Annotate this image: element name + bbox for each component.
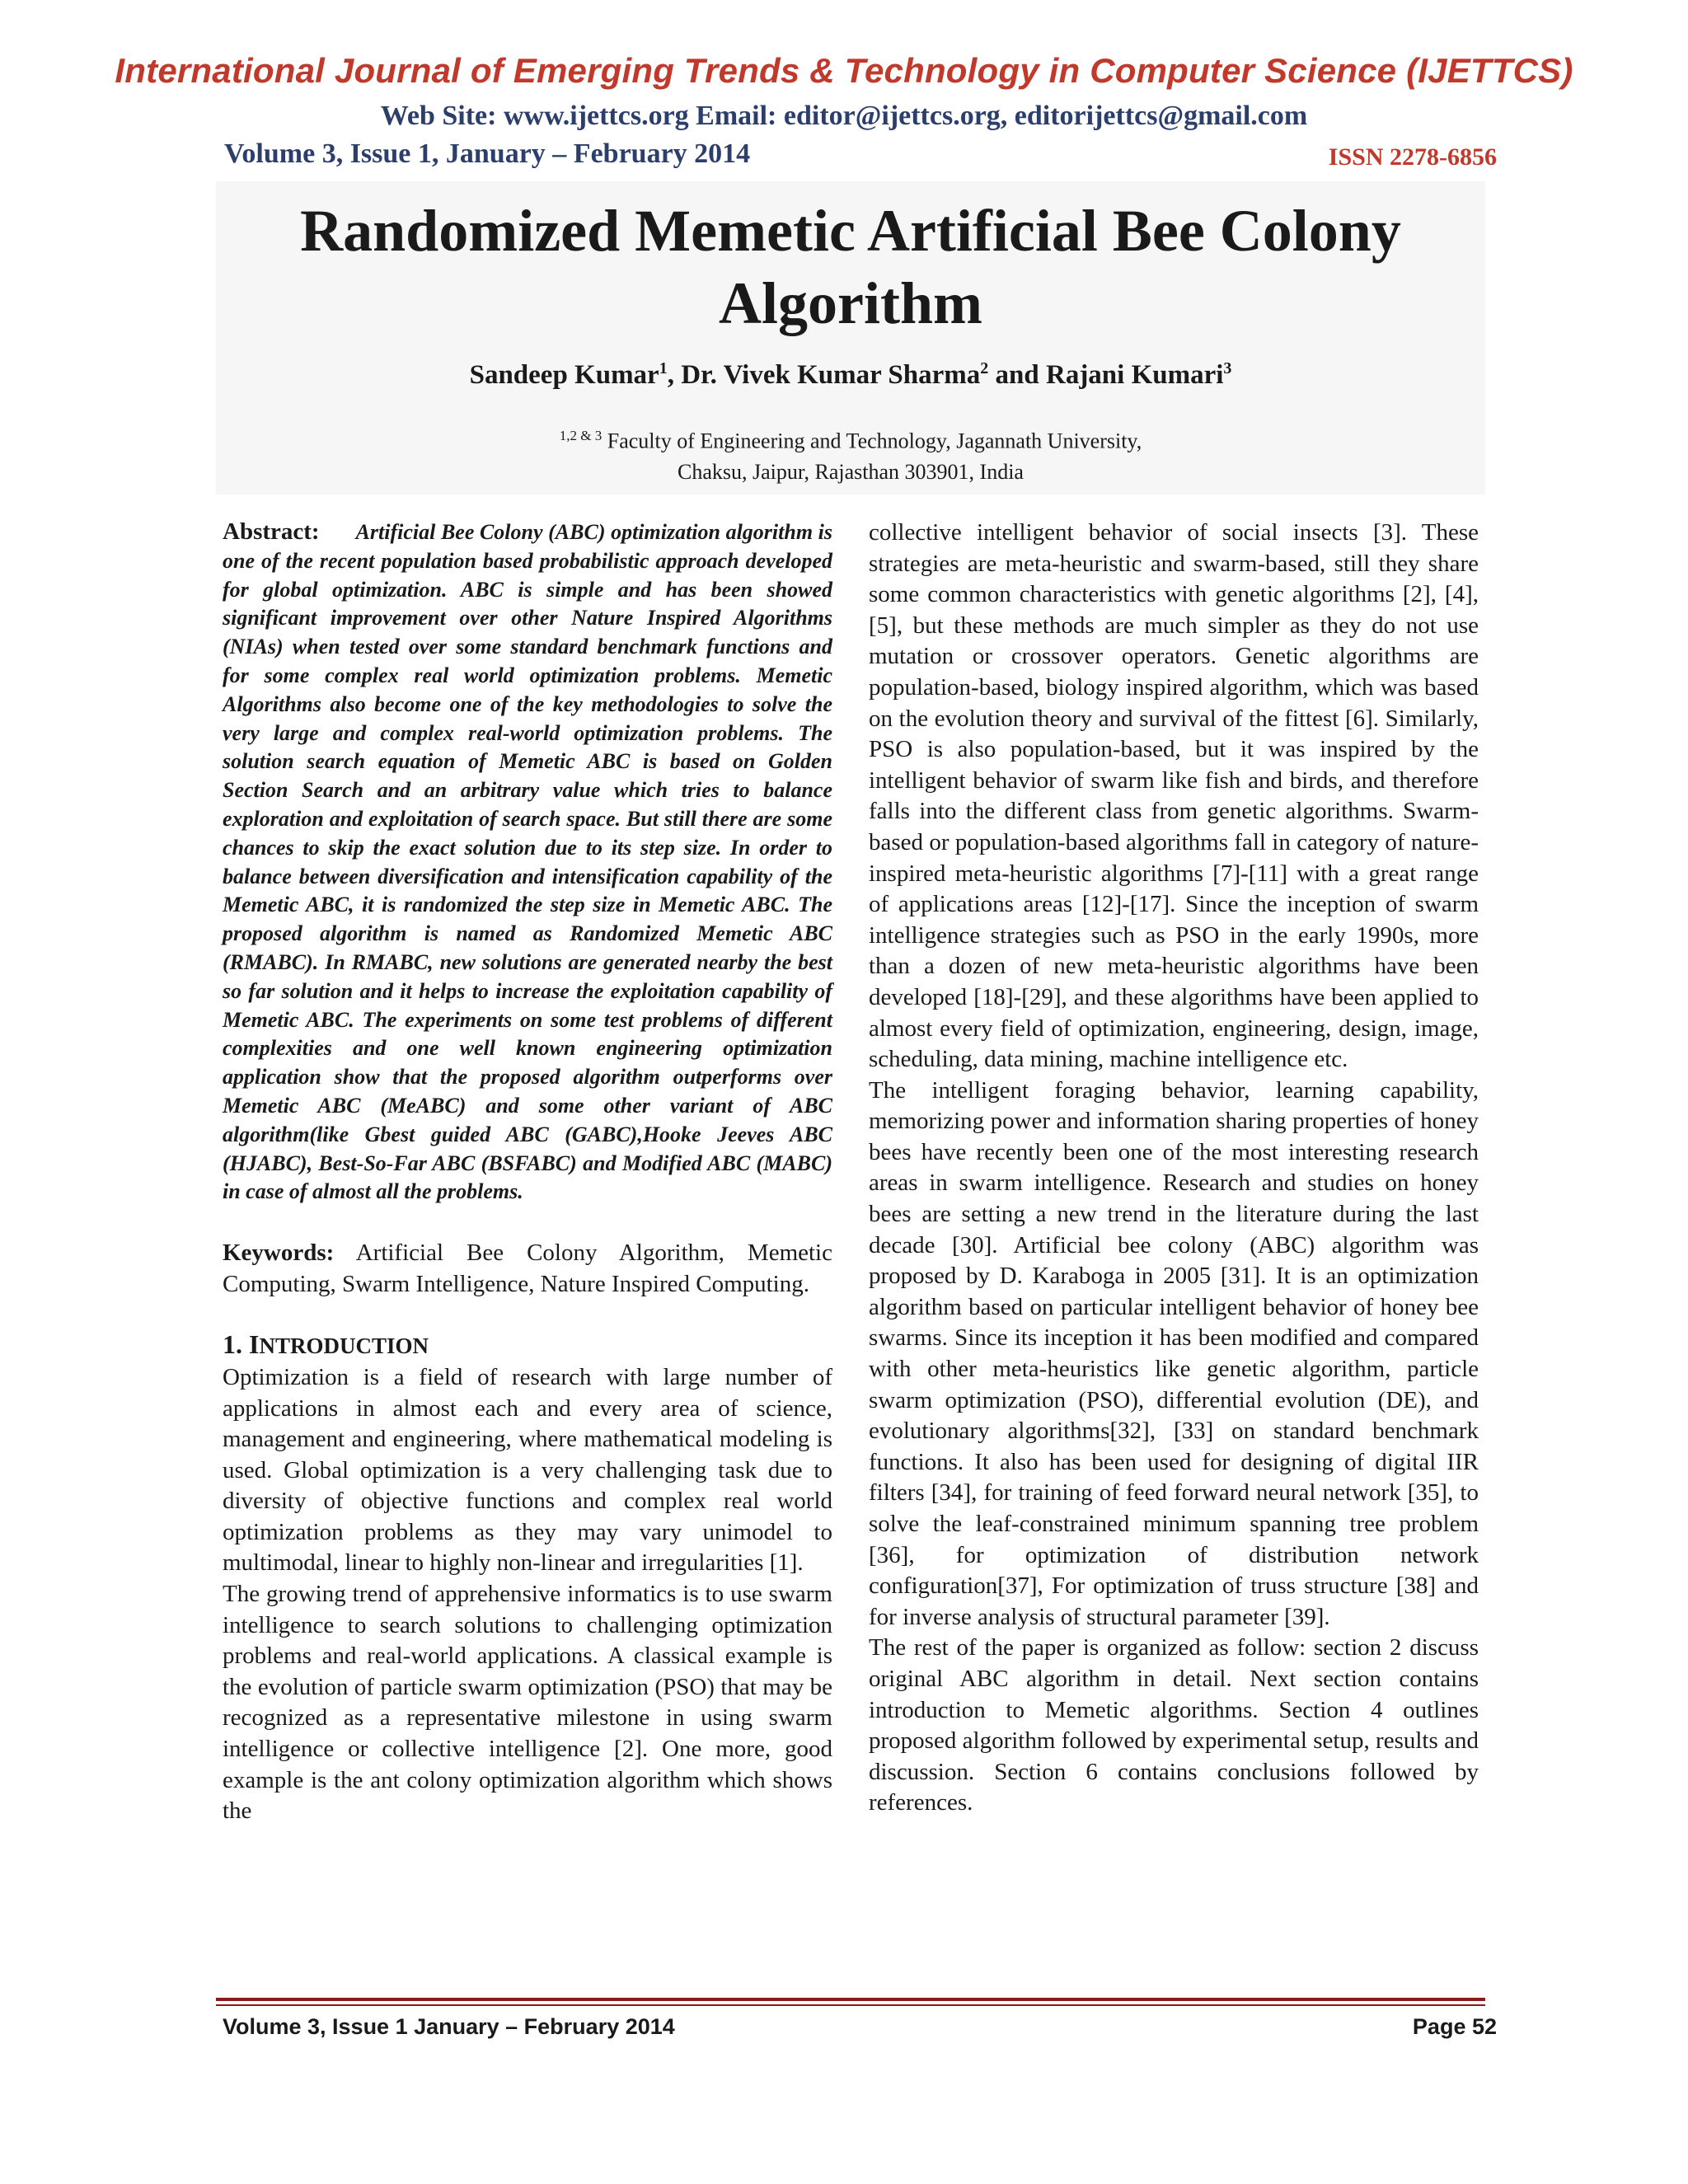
affiliation bbox=[216, 420, 1485, 487]
affiliation-line-2: Chaksu, Jaipur, Rajasthan 303901, India bbox=[678, 459, 1024, 484]
footer-rule-thin bbox=[216, 2004, 1485, 2006]
right-paragraph-3: The rest of the paper is organized as follow: section 2 discuss original ABC algorithm in detail. Next section contains introduction to Memetic algorithms. Section 4 outlines proposed algorithm followed by experimental setup, results and discussion. Section 6 contains conclusions followed by references. bbox=[869, 1634, 1479, 1816]
author-affiliation-marker: 3 bbox=[1223, 359, 1232, 377]
author-separator: and bbox=[988, 360, 1046, 390]
author-separator: , bbox=[667, 360, 682, 390]
keywords-label: Keywords: bbox=[223, 1240, 335, 1267]
affiliation-line-1: Faculty of Engineering and Technology, Jagannath University, bbox=[607, 429, 1142, 453]
abstract bbox=[223, 518, 832, 1207]
right-paragraph-1: collective intelligent behavior of social insects [3]. These strategies are meta-heuristic and swarm-based, still they share some common characteristics with genetic algorithms [2], [4], [5], but these methods are much simpler as they do not use mutation or crossover operators. Genetic algorithms are population-based, biology inspired algorithm, which was based on the evolution theory and survival of the fittest [6]. Similarly, PSO is also population-based, but it was inspired by the intelligent behavior of swarm like fish and birds, and therefore falls into the different class from genetic algorithms. Swarm-based or population-based algorithms fall in category of nature-inspired meta-heuristic algorithms [7]-[11] with a great range of applications areas [12]-[17]. Since the inception of swarm intelligence strategies such as PSO in the early 1990s, more than a dozen of new meta-heuristic algorithms have been developed [18]-[29], and these algorithms have been applied to almost every field of optimization, engineering, design, image, scheduling, data mining, machine intelligence etc. bbox=[869, 519, 1479, 1073]
author-name: Sandeep Kumar bbox=[469, 360, 659, 390]
footer-volume: Volume 3, Issue 1 January – February 2014 bbox=[223, 2014, 675, 2039]
author-affiliation-marker: 1 bbox=[659, 359, 668, 377]
section-heading-introduction bbox=[223, 1329, 832, 1362]
keywords-text: Artificial Bee Colony Algorithm, Memetic Computing, Swarm Intelligence, Nature Inspired Computing. bbox=[223, 1240, 832, 1297]
intro-paragraph-1: Optimization is a field of research with large number of applications in almost each and every area of science, management and engineering, where mathematical modeling is used. Global optimization is a very challenging task due to diversity of objective functions and complex real world optimization problems as they may vary unimodel to multimodal, linear to highly non-linear and irregularities [1]. bbox=[223, 1363, 832, 1577]
author-list bbox=[216, 359, 1485, 391]
left-column bbox=[223, 518, 832, 1827]
affiliation-marker: 1,2 & 3 bbox=[559, 428, 603, 443]
author-name: Dr. Vivek Kumar Sharma bbox=[681, 360, 981, 390]
journal-volume-line: Volume 3, Issue 1, January – February 2014 bbox=[224, 138, 751, 169]
abstract-label: Abstract: bbox=[223, 518, 320, 545]
paper-title bbox=[216, 194, 1485, 340]
journal-title: International Journal of Emerging Trends & Technology in Computer Science (IJETTCS) bbox=[115, 51, 1573, 90]
right-paragraph-2: The intelligent foraging behavior, learning capability, memorizing power and information sharing properties of honey bees have recently been one of the most interesting research areas in swarm intelligence. Research and studies on honey bees are setting a new trend in the literature during the last decade [30]. Artificial bee colony (ABC) algorithm was proposed by D. Karaboga in 2005 [31]. It is an optimization algorithm based on particular intelligent behavior of honey bee swarms. Since its inception it has been modified and compared with other meta-heuristics like genetic algorithm, particle swarm optimization (PSO), differential evolution (DE), and evolutionary algorithms[32], [33] on standard benchmark functions. It also has been used for designing of digital IIR filters [34], for training of feed forward neural network [35], to solve the leaf-constrained minimum spanning tree problem [36], for optimization of distribution network configuration[37], For optimization of truss structure [38] and for inverse analysis of structural parameter [39]. bbox=[869, 1076, 1479, 1630]
paper-title-line-2: Algorithm bbox=[719, 270, 982, 336]
author-affiliation-marker: 2 bbox=[980, 359, 989, 377]
section-number: 1. I bbox=[223, 1329, 260, 1360]
footer-rule bbox=[216, 1998, 1485, 2001]
footer-page-number: Page 52 bbox=[1412, 2014, 1497, 2039]
intro-paragraph-2: The growing trend of apprehensive informatics is to use swarm intelligence to search solutions to challenging optimization problems and real-world applications. A classical example is the evolution of particle swarm optimization (PSO) that may be recognized as a representative milestone in using swarm intelligence or collective intelligence [2]. One more, good example is the ant colony optimization algorithm which shows the bbox=[223, 1581, 832, 1825]
author-name: Rajani Kumari bbox=[1045, 360, 1224, 390]
paper-title-line-1: Randomized Memetic Artificial Bee Colony bbox=[300, 198, 1401, 264]
keywords bbox=[223, 1238, 832, 1300]
abstract-text: Artificial Bee Colony (ABC) optimization algorithm is one of the recent population based probabilistic approach developed for global optimization. ABC is simple and has been showed significant improvement over other Nature Inspired Algorithms (NIAs) when tested over some standard benchmark functions and for some complex real world optimization problems. Memetic Algorithms also become one of the key methodologies to solve the very large and complex real-world optimization problems. The solution search equation of Memetic ABC is based on Golden Section Search and an arbitrary value which tries to balance exploration and exploitation of search space. But still there are some chances to skip the exact solution due to its step size. In order to balance between diversification and intensification capability of the Memetic ABC, it is randomized the step size in Memetic ABC. The proposed algorithm is named as Randomized Memetic ABC (RMABC). In RMABC, new solutions are generated nearby the best so far solution and it helps to increase the exploitation capability of Memetic ABC. The experiments on some test problems of different complexities and one well known engineering optimization application show that the proposed algorithm outperforms over Memetic ABC (MeABC) and some other variant of ABC algorithm(like Gbest guided ABC (GABC),Hooke Jeeves ABC (HJABC), Best-So-Far ABC (BSFABC) and Modified ABC (MABC) in case of almost all the problems. bbox=[223, 520, 832, 1204]
journal-website-line: Web Site: www.ijettcs.org Email: editor@ijettcs.org, editorijettcs@gmail.com bbox=[380, 101, 1308, 131]
section-title: NTRODUCTION bbox=[259, 1333, 429, 1359]
issn-label: ISSN 2278-6856 bbox=[1328, 143, 1497, 171]
right-column bbox=[869, 518, 1479, 1819]
